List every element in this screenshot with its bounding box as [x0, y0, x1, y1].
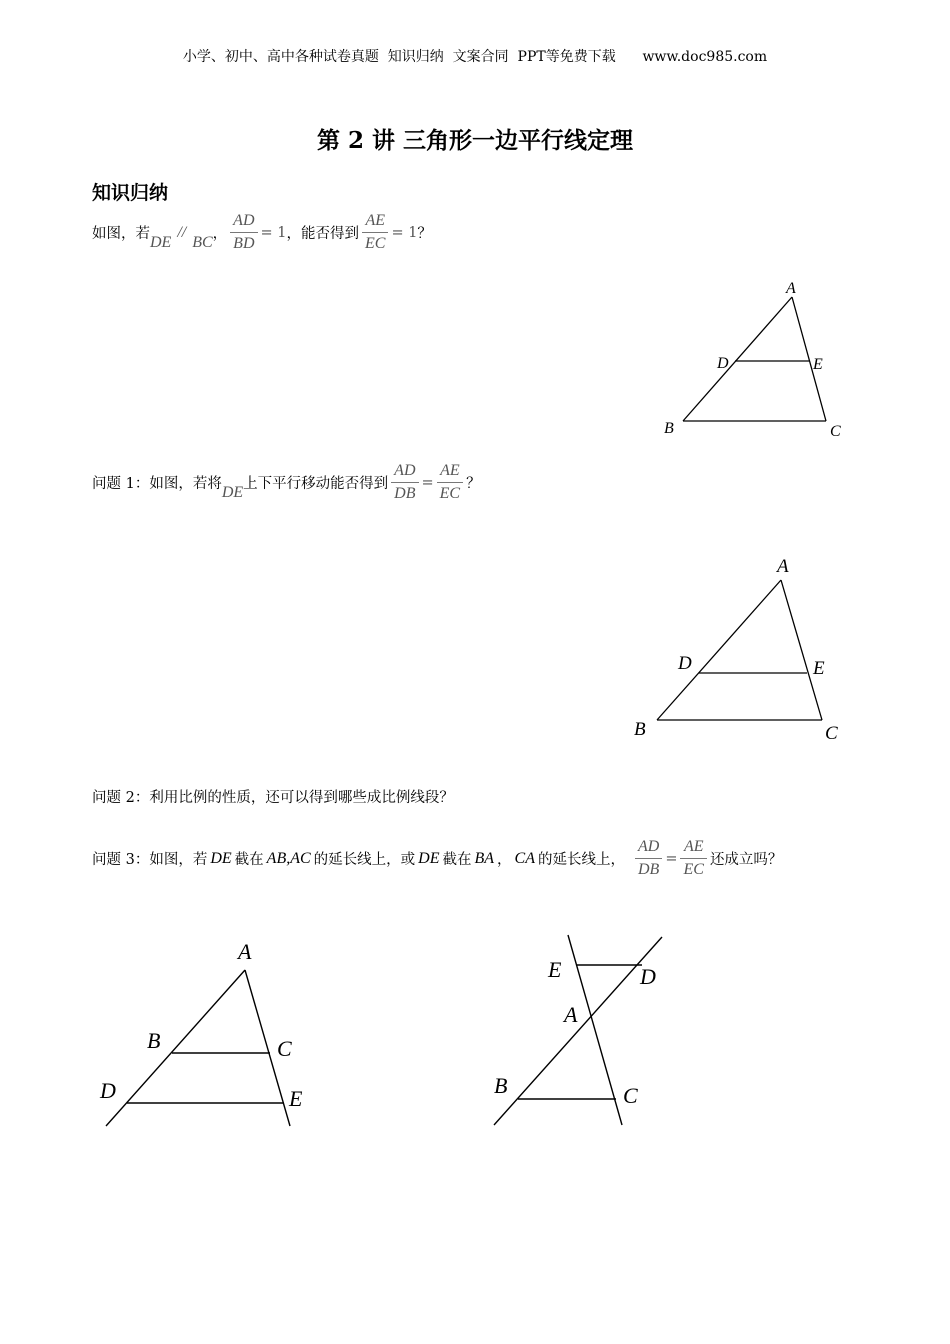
- intro-eq1: = 1: [260, 224, 287, 241]
- fraction-numerator: AE: [365, 212, 385, 229]
- lesson-title: 第 2 讲 三角形一边平行线定理: [316, 127, 634, 154]
- q3-fraction-ae-ec: [680, 838, 706, 879]
- label-d: D: [640, 964, 656, 989]
- fraction-numerator: AD: [638, 838, 660, 855]
- label-b: B: [147, 1028, 161, 1053]
- intro-prefix: 如图，若: [92, 226, 150, 242]
- label-b: B: [664, 420, 674, 437]
- figure-3-extension: [90, 935, 330, 1135]
- q3-t5: 的延长线上，: [538, 852, 625, 868]
- q3-fraction-ad-db: [635, 838, 662, 879]
- label-d: D: [678, 653, 692, 674]
- label-d: D: [717, 355, 729, 372]
- intro-fraction-ae-ec: [362, 212, 388, 253]
- q2-text: 问题 2：利用比例的性质，还可以得到哪些成比例线段？: [92, 790, 454, 806]
- label-c: C: [277, 1036, 292, 1061]
- q1-suffix: ？: [466, 476, 481, 492]
- figure-4-extension: [480, 925, 690, 1135]
- label-c: C: [825, 723, 838, 744]
- q1-eq: =: [421, 474, 434, 491]
- figure-1-triangle: [655, 275, 855, 445]
- intro-comma: ，: [212, 226, 228, 242]
- line-eac: [568, 935, 622, 1125]
- intro-fraction-ad-bd: [230, 212, 257, 253]
- q1-fraction-ad-db: [391, 462, 418, 503]
- q3-suffix: 还成立吗？: [709, 852, 783, 868]
- fraction-numerator: AE: [440, 462, 460, 479]
- side-ab: [683, 297, 792, 421]
- label-a: A: [777, 556, 789, 577]
- side-ac: [781, 580, 822, 720]
- label-b: B: [494, 1073, 508, 1098]
- question-3: [92, 838, 782, 879]
- label-a: A: [786, 280, 796, 297]
- intro-suffix: ？: [417, 226, 432, 242]
- q3-ab-ac: AB,AC: [266, 849, 311, 867]
- label-b: B: [634, 719, 646, 740]
- label-a: A: [564, 1002, 578, 1027]
- side-ab: [657, 580, 781, 720]
- fraction-numerator: AD: [394, 462, 416, 479]
- fraction-denominator: EC: [364, 235, 386, 252]
- intro-de: DE: [150, 233, 172, 251]
- parallel-symbol: //: [177, 223, 187, 241]
- q1-prefix: 问题 1：如图，若将: [92, 476, 222, 492]
- section-heading: 知识归纳: [92, 182, 169, 204]
- q3-ca: CA: [514, 849, 535, 867]
- intro-question: [92, 212, 432, 253]
- q3-eq: =: [665, 850, 678, 867]
- intro-middle: ，能否得到: [286, 226, 359, 242]
- fraction-denominator: DB: [394, 485, 416, 502]
- fraction-denominator: BD: [233, 235, 255, 252]
- fraction-denominator: EC: [439, 485, 461, 502]
- q1-middle: 上下平行移动能否得到: [243, 476, 389, 492]
- q3-t3: 截在: [442, 852, 472, 868]
- intro-eq2: = 1: [391, 224, 418, 241]
- intro-bc: BC: [192, 233, 213, 251]
- q3-de1: DE: [210, 849, 232, 867]
- q3-t2: 的延长线上，或: [313, 852, 416, 868]
- label-e: E: [813, 356, 823, 373]
- q3-t4: ，: [497, 852, 512, 868]
- q3-ba: BA: [474, 849, 495, 867]
- label-d: D: [100, 1078, 116, 1103]
- label-e: E: [813, 658, 825, 679]
- fraction-denominator: DB: [638, 861, 660, 878]
- label-e: E: [548, 957, 562, 982]
- label-e: E: [289, 1086, 303, 1111]
- q3-prefix: 问题 3：如图，若: [92, 852, 208, 868]
- question-1: [92, 462, 481, 503]
- fraction-denominator: EC: [683, 861, 704, 878]
- q3-t1: 截在: [234, 852, 264, 868]
- label-c: C: [830, 423, 841, 440]
- figure-2-triangle: [625, 550, 855, 750]
- fraction-numerator: AD: [233, 212, 255, 229]
- page-header: 小学、初中、高中各种试卷真题 知识归纳 文案合同 PPT等免费下载 www.doc985.com: [182, 49, 768, 65]
- q1-de: DE: [221, 483, 244, 501]
- question-2: [92, 786, 454, 807]
- fraction-numerator: AE: [683, 838, 704, 855]
- q3-de2: DE: [418, 849, 440, 867]
- label-c: C: [623, 1083, 638, 1108]
- label-a: A: [238, 939, 252, 964]
- q1-fraction-ae-ec: [437, 462, 463, 503]
